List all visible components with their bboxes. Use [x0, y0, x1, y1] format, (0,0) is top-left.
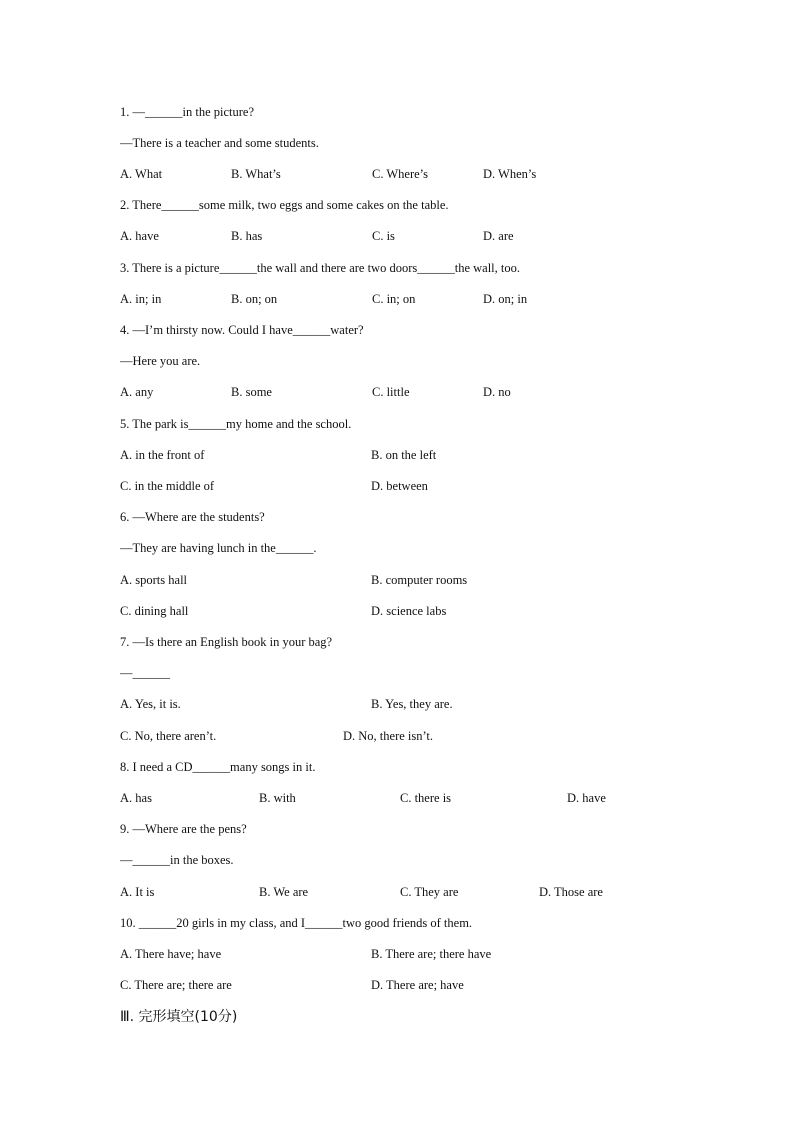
question-10-stem: 10. ______20 girls in my class, and I______two good friends of them.: [120, 916, 473, 930]
question-7-stem: 7. —Is there an English book in your bag?: [120, 635, 333, 649]
question-1-option-c: C. Where’s: [372, 167, 429, 181]
question-4-option-d: D. no: [483, 385, 511, 399]
question-8-option-c: C. there is: [400, 791, 452, 805]
question-10-option-d: D. There are; have: [371, 978, 464, 992]
question-4-option-b: B. some: [231, 385, 272, 399]
question-9-option-c: C. They are: [400, 885, 459, 899]
question-8-option-a: A. has: [120, 791, 152, 805]
question-2-option-d: D. are: [483, 229, 514, 243]
question-7-option-b: B. Yes, they are.: [371, 697, 453, 711]
question-9-stem: 9. —Where are the pens?: [120, 822, 247, 836]
question-9-option-a: A. It is: [120, 885, 155, 899]
question-4-reply: —Here you are.: [120, 354, 201, 368]
question-8-option-d: D. have: [567, 791, 606, 805]
question-5-option-b: B. on the left: [371, 448, 437, 462]
question-8-stem: 8. I need a CD______many songs in it.: [120, 760, 316, 774]
question-2-option-b: B. has: [231, 229, 263, 243]
question-1-reply: —There is a teacher and some students.: [120, 136, 319, 150]
question-3-option-a: A. in; in: [120, 292, 162, 306]
question-5-option-c: C. in the middle of: [120, 479, 215, 493]
question-2-stem: 2. There______some milk, two eggs and some cakes on the table.: [120, 198, 449, 212]
question-7-option-a: A. Yes, it is.: [120, 697, 181, 711]
question-1-option-b: B. What’s: [231, 167, 281, 181]
question-1-stem: 1. —______in the picture?: [120, 105, 254, 119]
question-1-option-d: D. When’s: [483, 167, 537, 181]
question-3-option-b: B. on; on: [231, 292, 278, 306]
question-9-reply: —______in the boxes.: [120, 853, 234, 867]
question-5-option-a: A. in the front of: [120, 448, 205, 462]
question-7-option-c: C. No, there aren’t.: [120, 729, 217, 743]
question-2-option-a: A. have: [120, 229, 159, 243]
question-6-option-c: C. dining hall: [120, 604, 189, 618]
question-10-option-c: C. There are; there are: [120, 978, 232, 992]
question-6-option-b: B. computer rooms: [371, 573, 468, 587]
question-6-reply: —They are having lunch in the______.: [120, 541, 317, 555]
question-3-option-c: C. in; on: [372, 292, 416, 306]
question-8-option-b: B. with: [259, 791, 296, 805]
question-2-option-c: C. is: [372, 229, 395, 243]
question-9-option-b: B. We are: [259, 885, 309, 899]
question-10-option-a: A. There have; have: [120, 947, 222, 961]
question-5-option-d: D. between: [371, 479, 428, 493]
question-6-option-a: A. sports hall: [120, 573, 188, 587]
question-4-option-a: A. any: [120, 385, 154, 399]
section-heading: Ⅲ. 完形填空(10分): [120, 1009, 238, 1025]
question-6-option-d: D. science labs: [371, 604, 447, 618]
question-10-option-b: B. There are; there have: [371, 947, 492, 961]
question-4-option-c: C. little: [372, 385, 410, 399]
question-5-stem: 5. The park is______my home and the school.: [120, 417, 352, 431]
question-6-stem: 6. —Where are the students?: [120, 510, 265, 524]
question-3-option-d: D. on; in: [483, 292, 528, 306]
question-3-stem: 3. There is a picture______the wall and there are two doors______the wall, too.: [120, 261, 521, 275]
question-1-option-a: A. What: [120, 167, 163, 181]
question-7-option-d: D. No, there isn’t.: [343, 729, 434, 743]
question-7-reply: —______: [120, 666, 170, 680]
question-9-option-d: D. Those are: [539, 885, 603, 899]
question-4-stem: 4. —I’m thirsty now. Could I have______water?: [120, 323, 364, 337]
